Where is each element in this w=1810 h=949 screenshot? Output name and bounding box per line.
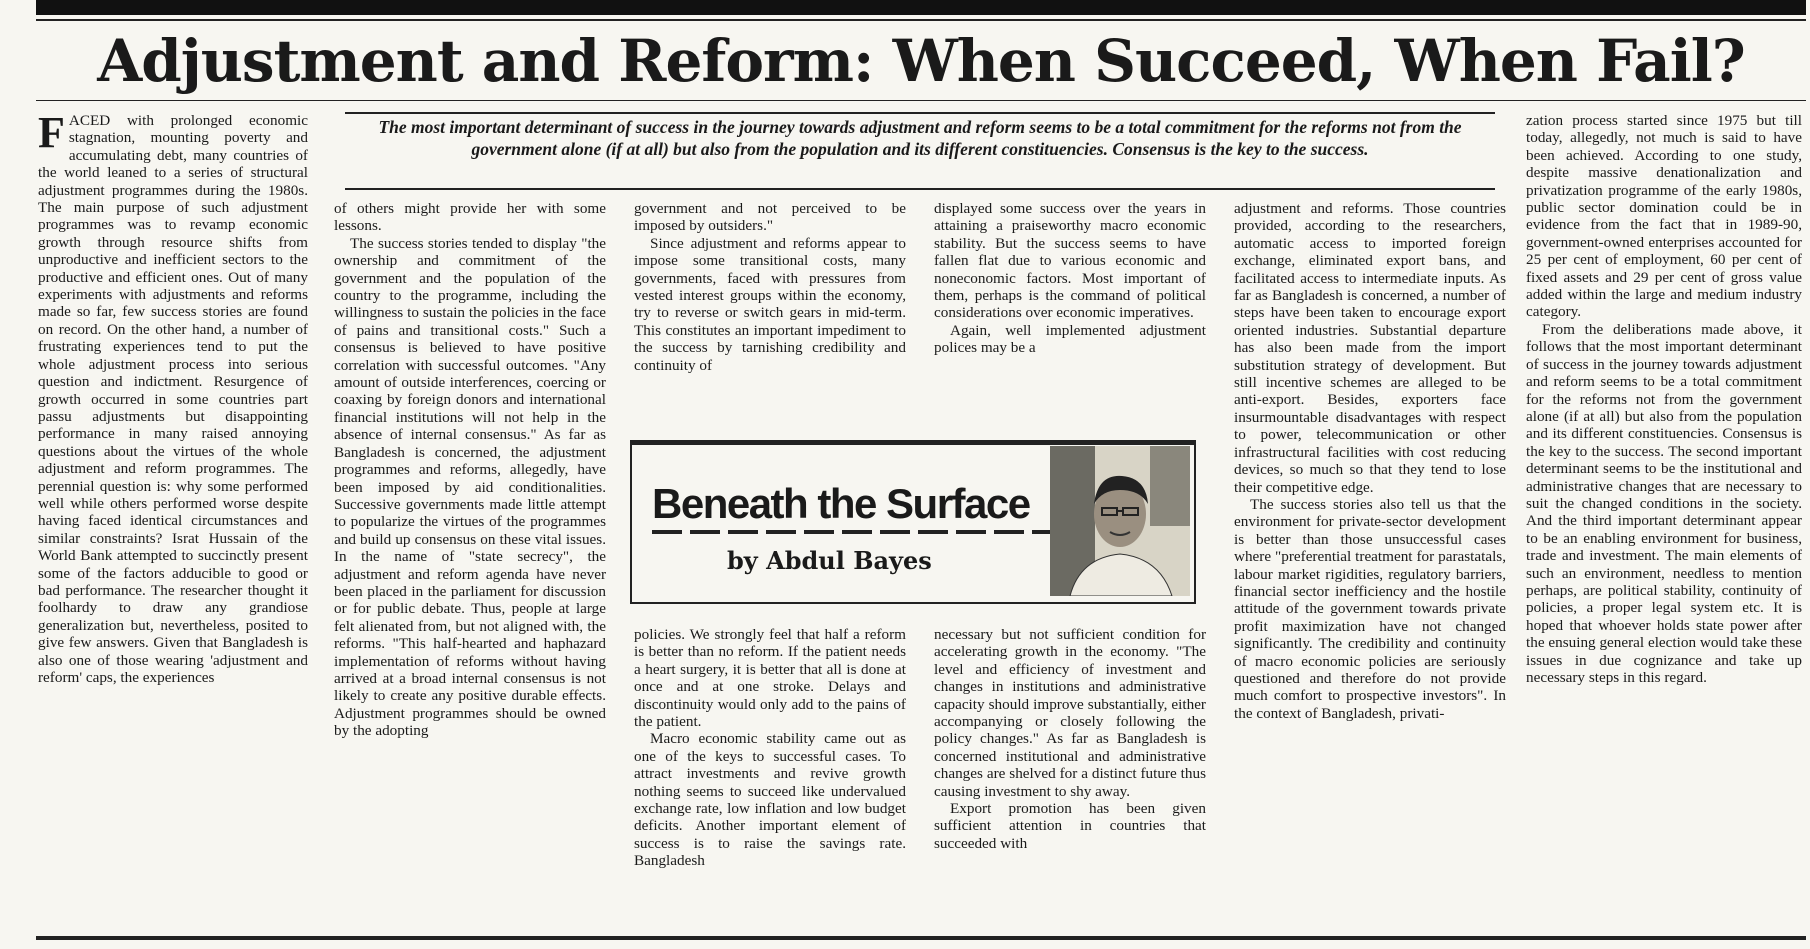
column-4-top [934,200,1206,430]
column-logo-box [630,440,1196,604]
col3-paragraph-1: government and not perceived to be imposed by outsiders." [634,200,906,235]
col3b-paragraph-1: policies. We strongly feel that half a reform is better than no reform. If the patient needs a heart surgery, it is better that all is done at once and at one stroke. Delays and discontinuity would only add to the pains of the patient. [634,626,906,731]
lead-paragraph [38,112,308,686]
col3-paragraph-2: Since adjustment and reforms appear to impose some transitional costs, many governments, faced with pressures from vested interest groups within the economy, try to reverse or switch gears in mid-term. This constitutes an important impediment to the success by tarnishing credibility and continuity of [634,234,906,374]
column-3-top [634,200,906,430]
author-portrait-icon [1050,446,1190,596]
masthead-rule [36,0,1806,15]
col3b-paragraph-2: Macro economic stability came out as one of the keys to successful cases. To attract investments and revive growth nothing seems to succeed like undervalued exchange rate, low inflation and low budget deficits. Another important element of success is to raise the savings rate. Bangladesh [634,730,906,870]
column-title: Beneath the Surface [652,480,1030,527]
headline-divider [36,100,1806,101]
byline: by Abdul Bayes [727,546,932,575]
top-divider [36,19,1806,21]
lead-text: ACED with prolonged economic stagnation, mounting poverty and accumulating debt, many countries of the world leaned to a series of structural adjustment programmes during the 1980s. The main purpose of such adjustment programmes was to revamp economic growth through resource shifts from unproductive and inefficient sectors to the productive and efficient ones. Out of many experiments with adjustments and reforms made so far, few success stories are found on record. On the other hand, a number of frustrating experiences tend to put the whole adjustment process into serious question and indictment. Resurgence of growth occurred in some countries part passu adjustments but disappointing performance in many raised annoying questions about the virtues of the whole adjustment and reform programmes. The perennial question is: why some performed well while others performed worse despite having faced identical circumstances and similar constraints? Israt Hussain of the World Bank attempted to succinctly present some of the factors adducible to good or bad performance. The researcher thought it foolhardy to draw any grandiose generalization but, nevertheless, posited to give few answers. Given that Bangladesh is also one of those wearing 'adjustment and reform' caps, the experiences [38,112,308,686]
col2-paragraph-2: The success stories tended to display "the ownership and commitment of the government and the population of the country to the programme, including the willingness to sustain the policies in the face of pains and transitional costs." Such a consensus is believed to have positive correlation with successful outcomes. "Any amount of outside interferences, coercing or coaxing by foreign donors and international financial institutions will not help in the absence of internal consensus." As far as Bangladesh is concerned, the adjustment programmes and reforms, allegedly, have been imposed by aid conditionalities. Successive governments made little attempt to popularize the virtues of the programmes and build up consensus on these vital issues. In the name of "state secrecy", the adjustment and reform agenda have never been placed in the parliament for discussion or for public debate. Thus, people at large felt alienated from, but not aligned with, the reforms. "This half-hearted and haphazard implementation of reforms without having arrived at a broad internal consensus is not likely to create any positive durable effects. Adjustment programmes should be owned by the adopting [334,234,606,740]
column-2 [334,200,606,934]
col4-paragraph-2: Again, well implemented adjustment polices may be a [934,321,1206,357]
column-1 [38,112,308,934]
column-5 [1234,200,1506,934]
col5-paragraph-2: The success stories also tell us that the environment for private-sector development is better than those unsuccessful cases where "preferential treatment for parastatals, labour market rigidities, regulatory barriers, financial sector inefficiency and the hostile attitude of the government towards private profit maximization have not changed significantly. The credibility and continuity of macro economic policies are seriously questioned and therefore do not provide much comfort to prospective investors". In the context of Bangladesh, privati- [1234,495,1506,722]
col6-paragraph-1: zation process started since 1975 but till today, allegedly, not much is said to have been achieved. According to one study, despite massive denationalization and privatization programme of the early 1980s, public sector domination could be in evidence from the fact that in 1989-90, government-owned enterprises accounted for 25 per cent of employment, 60 per cent of fixed assets and 29 per cent of gross value added within the large and medium industry category. [1526,112,1802,321]
col5-paragraph-1: adjustment and reforms. Those countries provided, according to the researchers, automatic access to imported foreign exchange, eliminated export bans, and facilitated access to intermediate inputs. As far as Bangladesh is concerned, a number of steps have been taken to encourage export oriented industries. Substantial departure has also been made from the import substitution strategy of development. But still incentive schemes are alleged to be anti-export. Besides, exporters face insurmountable disadvantages with respect to power, telecommunication or other infrastructural facilities with cost reducing devices, so much so that they tend to lose their competitive edge. [1234,200,1506,496]
col4-paragraph-1: displayed some success over the years in attaining a praiseworthy macro economic stability. But the success seems to have fallen flat due to various economic and noneconomic factors. Most important of them, perhaps is the command of political considerations over economic imperatives. [934,200,1206,322]
col6-paragraph-2: From the deliberations made above, it follows that the most important determinant of success in the journey towards adjustment and reform seems to be a total commitment for the reforms not from the government alone (if at all) but also from the population and its different constituencies. Consensus is the key to the success. The second important determinant seems to be the institutional and administrative changes that are necessary to suit the changed conditions in the society. And the third important determinant appear to be an enabling environment for business, trade and investment. The main elements of such an environment, needless to mention perhaps, are political stability, continuity of policies, a proper legal system etc. It is hoped that whoever holds state power after the ensuing general election would take these issues in due cognizance and take up necessary steps in this regard. [1526,320,1802,686]
title-underline [652,530,1052,534]
col2-paragraph-1: of others might provide her with some lessons. [334,200,606,235]
author-photo [1050,446,1190,596]
article-headline: Adjustment and Reform: When Succeed, When Fail? [97,27,1745,95]
deck-summary: The most important determinant of success in the journey towards adjustment and reform seems to be a total commitment for the reforms not from the government alone (if at all) but also from the population and its different constituencies. Consensus is the key to the success. [378,117,1462,159]
column-3-bottom [634,626,906,934]
deck-bottom-rule [345,188,1495,190]
bottom-rule [36,936,1806,940]
column-4-bottom [934,626,1206,934]
deck-top-rule [345,112,1495,114]
box-top-rule [632,442,1194,445]
column-6 [1526,112,1802,934]
col4b-paragraph-1: necessary but not sufficient condition for accelerating growth in the economy. "The level and efficiency of investment and changes in institutions and administrative capacity should improve substantially, either accompanying or closely following the policy changes." As far as Bangladesh is concerned institutional and administrative changes are shelved for a distinct future thus causing investment to shy away. [934,626,1206,800]
drop-cap: F [38,112,65,157]
col4b-paragraph-2: Export promotion has been given sufficient attention in countries that succeeded with [934,800,1206,852]
